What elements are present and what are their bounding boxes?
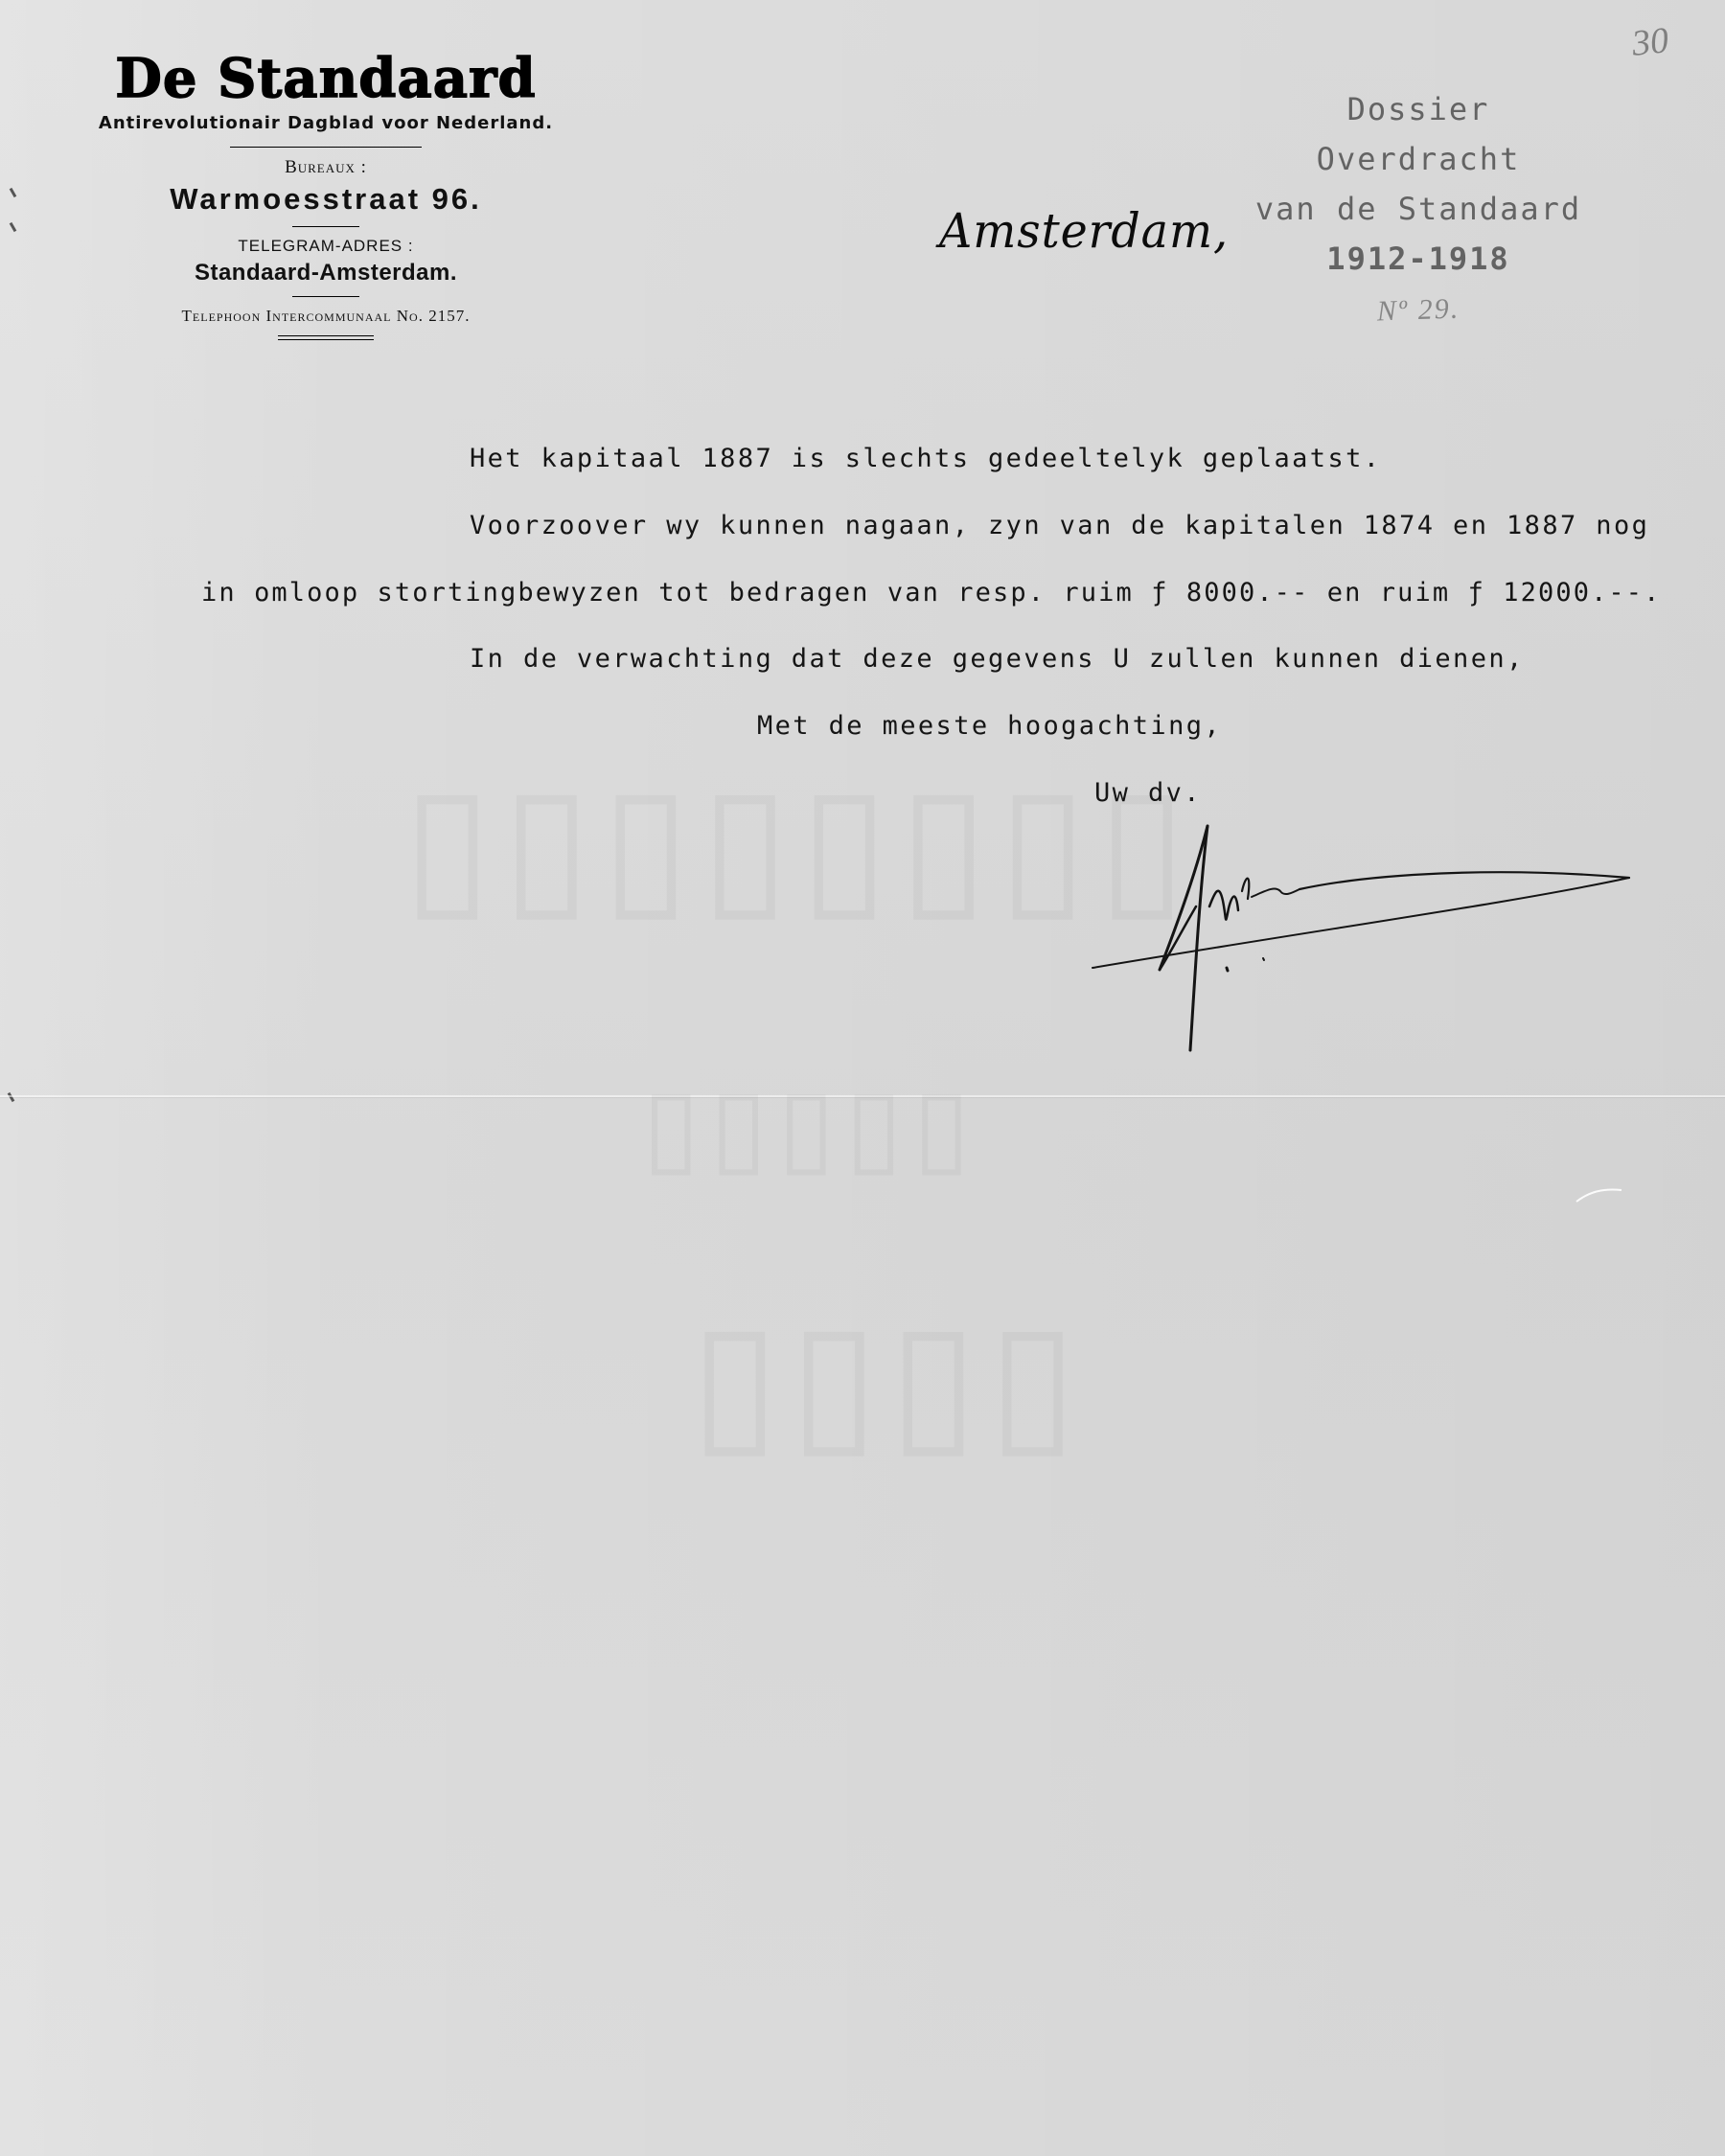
closing-line: Met de meeste hoogachting, [757, 711, 1223, 741]
body-line-2: Voorzoover wy kunnen nagaan, zyn van de kapitalen 1874 en 1887 nog [470, 511, 1650, 540]
edge-mark [10, 188, 17, 197]
divider [230, 147, 422, 148]
telegram-address: Standaard-Amsterdam. [194, 260, 458, 286]
body-line-4: In de verwachting dat deze gegevens U zullen kunnen dienen, [470, 644, 1525, 674]
edge-mark [8, 1092, 15, 1102]
watermark [402, 747, 1196, 939]
newspaper-subtitle: Antirevolutionair Dagblad voor Nederland. [98, 113, 554, 133]
signoff-line: Uw dv. [1094, 778, 1202, 808]
watermark [642, 1064, 980, 1188]
street-address: Warmoesstraat 96. [170, 182, 482, 216]
body-line-3: in omloop stortingbewyzen tot bedragen van resp. ruim ƒ 8000.-- en ruim ƒ 12000.--. [201, 578, 1662, 608]
bureaux-label: Bureaux : [285, 157, 367, 177]
body-line-1: Het kapitaal 1887 is slechts gedeeltelyk geplaatst. [470, 444, 1382, 473]
fold-line [0, 1095, 1725, 1097]
edge-mark [10, 222, 17, 232]
archive-stamp [1227, 84, 1610, 335]
stamp-line-overdracht: Overdracht [1316, 141, 1521, 177]
newspaper-title: De Standaard [115, 47, 537, 110]
telegram-label: TELEGRAM-ADRES : [238, 237, 414, 255]
double-divider [278, 335, 374, 340]
stamp-line-dossier: Dossier [1346, 91, 1490, 127]
place-line: Amsterdam, [939, 203, 1229, 259]
divider [292, 296, 359, 297]
telephone-line: Telephoon Intercommunaal No. 2157. [181, 307, 471, 325]
signature-image [1083, 814, 1658, 1064]
watermark [690, 1284, 1087, 1476]
page-number: 30 [1629, 20, 1671, 64]
stamp-line-standaard: van de Standaard [1254, 191, 1582, 227]
divider [292, 226, 359, 227]
stamp-number: Nº 29. [1376, 292, 1460, 328]
stamp-years: 1912-1918 [1326, 241, 1510, 277]
stray-mark [1572, 1181, 1629, 1209]
letterhead [91, 47, 561, 340]
